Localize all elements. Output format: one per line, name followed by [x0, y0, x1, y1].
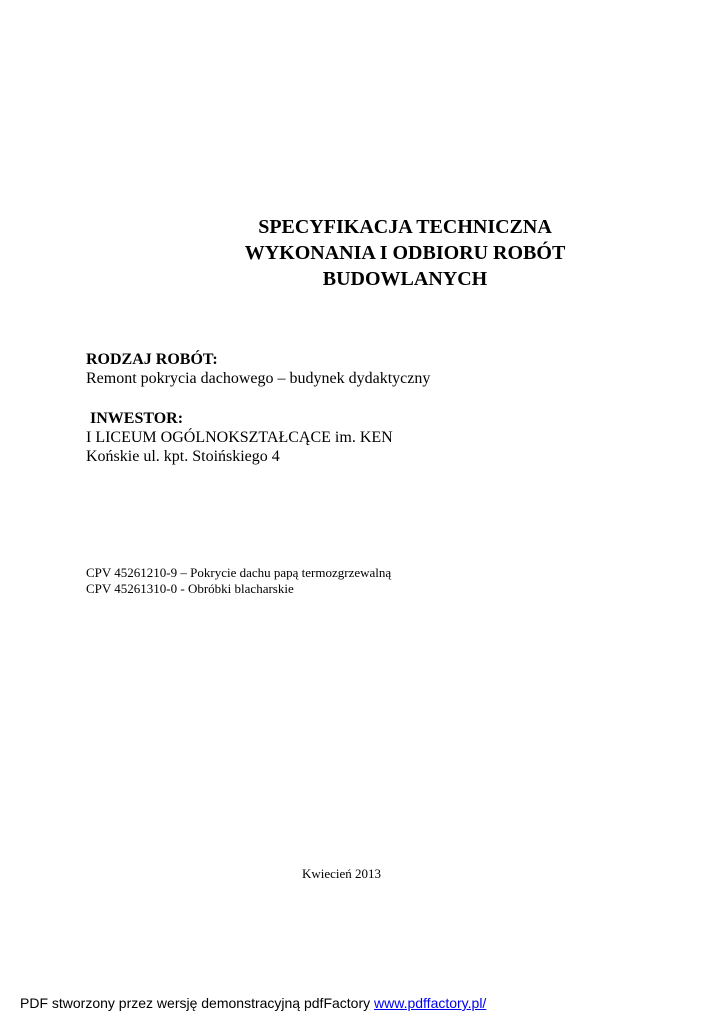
cpv-codes [86, 565, 391, 597]
footer-text: PDF stworzony przez wersję demonstracyjną pdfFactory [20, 995, 375, 1011]
work-type-value: Remont pokrycia dachowego – budynek dydaktyczny [86, 370, 431, 387]
title-line-1: SPECYFIKACJA TECHNICZNA [258, 216, 552, 238]
pdffactory-link[interactable]: www.pdffactory.pl/ [374, 995, 487, 1011]
title-line-2: WYKONANIA I ODBIORU ROBÓT [244, 242, 566, 264]
work-type-section [86, 350, 430, 388]
cpv-code-1: CPV 45261210-9 – Pokrycie dachu papą termozgrzewalną [86, 565, 392, 580]
investor-section [86, 409, 393, 466]
investor-name: I LICEUM OGÓLNOKSZTAŁCĄCE im. KEN [86, 429, 393, 446]
investor-address: Końskie ul. kpt. Stoińskiego 4 [86, 448, 280, 465]
pdf-watermark-footer [20, 994, 486, 1012]
work-type-heading: RODZAJ ROBÓT: [86, 351, 218, 368]
document-date: Kwiecień 2013 [302, 866, 382, 881]
title-line-3: BUDOWLANYCH [322, 268, 488, 290]
investor-heading: INWESTOR: [90, 410, 184, 427]
cpv-code-2: CPV 45261310-0 - Obróbki blacharskie [86, 581, 294, 596]
document-title [220, 214, 590, 292]
